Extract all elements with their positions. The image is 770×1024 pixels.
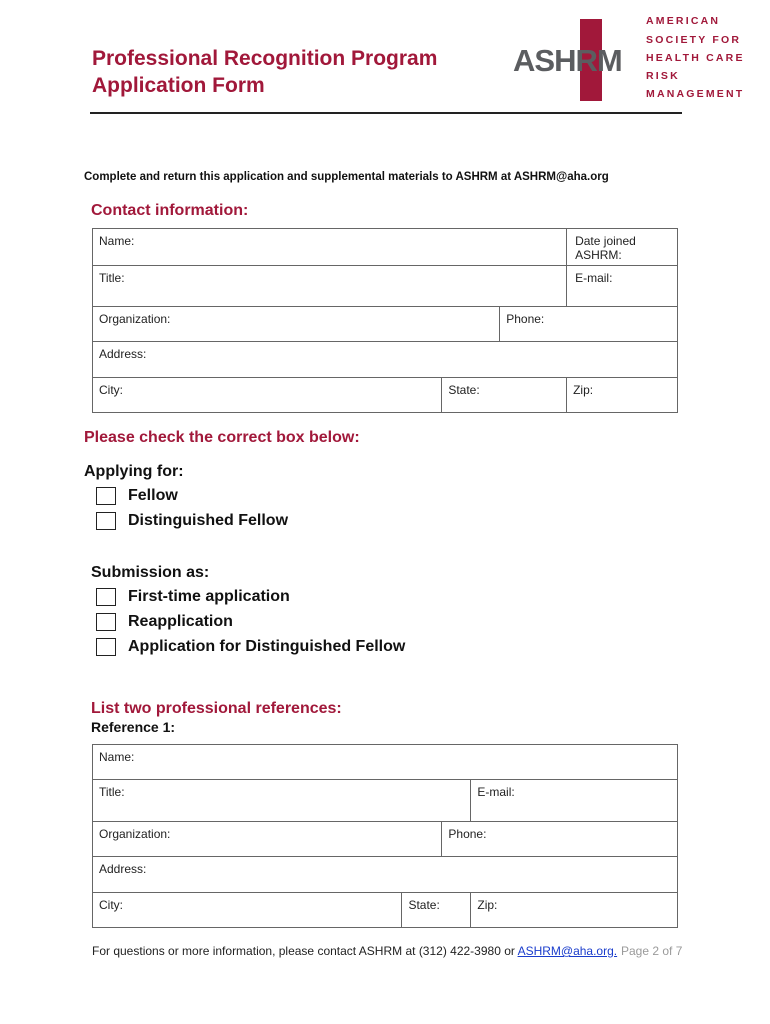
reapplication-label: Reapplication — [128, 613, 233, 630]
distinguished-application-label: Application for Distinguished Fellow — [128, 638, 406, 655]
contact-city-field[interactable]: City: — [93, 378, 442, 413]
header-divider — [90, 112, 682, 114]
org-name-line-3: HEALTH CARE — [646, 52, 745, 64]
title-line-2: Application Form — [92, 74, 265, 97]
ref-phone-field[interactable]: Phone: — [442, 822, 678, 857]
ref-organization-field[interactable]: Organization: — [93, 822, 442, 857]
distinguished-application-checkbox[interactable] — [96, 638, 116, 656]
contact-zip-field[interactable]: Zip: — [567, 378, 678, 413]
page-number: Page 2 of 7 — [621, 944, 683, 958]
footer-contact — [92, 944, 617, 958]
ref-email-field[interactable]: E-mail: — [471, 780, 678, 822]
footer-text: For questions or more information, please contact ASHRM at (312) 422-3980 or — [92, 944, 518, 958]
submission-as-label: Submission as: — [91, 564, 210, 581]
org-name-line-5: MANAGEMENT — [646, 88, 745, 100]
distinguished-fellow-option[interactable] — [96, 512, 288, 530]
ref-title-field[interactable]: Title: — [93, 780, 471, 822]
ref-city-field[interactable]: City: — [93, 893, 402, 928]
contact-phone-field[interactable]: Phone: — [500, 307, 678, 342]
contact-table — [92, 228, 678, 413]
ref-name-field[interactable]: Name: — [93, 745, 678, 780]
date-joined-field[interactable] — [567, 229, 678, 266]
contact-name-field[interactable]: Name: — [93, 229, 567, 266]
org-name-line-4: RISK — [646, 70, 680, 82]
ref-address-field[interactable]: Address: — [93, 857, 678, 893]
instructions-text: Complete and return this application and supplemental materials to ASHRM at ASHRM@aha.org — [84, 171, 609, 183]
first-time-label: First-time application — [128, 588, 290, 605]
contact-title-field[interactable]: Title: — [93, 266, 567, 307]
reapplication-option[interactable] — [96, 613, 233, 631]
reapplication-checkbox[interactable] — [96, 613, 116, 631]
distinguished-fellow-checkbox[interactable] — [96, 512, 116, 530]
fellow-checkbox[interactable] — [96, 487, 116, 505]
date-joined-label: Date joined ASHRM: — [575, 234, 636, 262]
contact-organization-field[interactable]: Organization: — [93, 307, 500, 342]
ref-state-field[interactable]: State: — [402, 893, 471, 928]
contact-email-field[interactable]: E-mail: — [567, 266, 678, 307]
ref-zip-field[interactable]: Zip: — [471, 893, 678, 928]
reference-1-table — [92, 744, 678, 928]
fellow-label: Fellow — [128, 487, 178, 504]
references-heading: List two professional references: — [91, 700, 342, 717]
contact-state-field[interactable]: State: — [442, 378, 567, 413]
distinguished-fellow-label: Distinguished Fellow — [128, 512, 289, 529]
ashrm-logo-text: ASHRM — [513, 43, 622, 78]
org-name-line-2: SOCIETY FOR — [646, 34, 742, 46]
first-time-checkbox[interactable] — [96, 588, 116, 606]
first-time-option[interactable] — [96, 588, 290, 606]
check-heading: Please check the correct box below: — [84, 429, 360, 446]
contact-address-field[interactable]: Address: — [93, 342, 678, 378]
org-name-line-1: AMERICAN — [646, 15, 721, 27]
distinguished-application-option[interactable] — [96, 638, 405, 656]
fellow-option[interactable] — [96, 487, 178, 505]
footer-email-link[interactable]: ASHRM@aha.org. — [517, 944, 618, 958]
form-title — [92, 45, 437, 99]
applying-for-label: Applying for: — [84, 463, 184, 480]
reference-1-label: Reference 1: — [91, 719, 176, 735]
contact-heading: Contact information: — [91, 202, 249, 219]
title-line-1: Professional Recognition Program — [92, 47, 438, 70]
